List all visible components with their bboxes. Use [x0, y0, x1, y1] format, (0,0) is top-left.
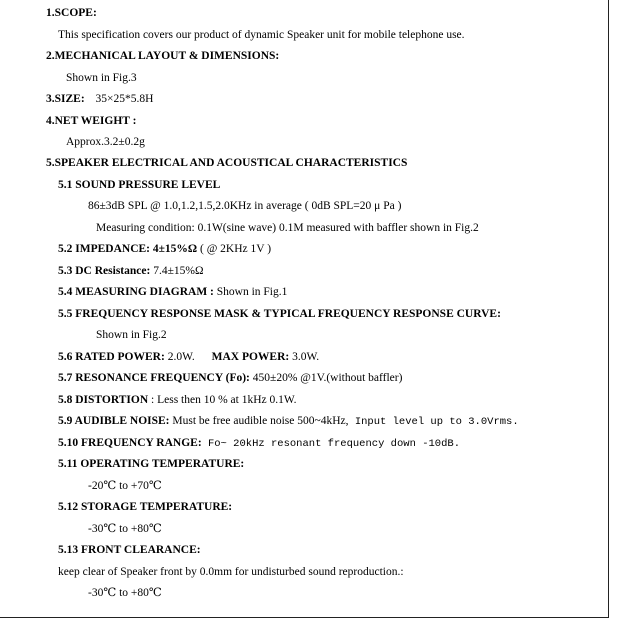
resonance-label: 5.7 RESONANCE FREQUENCY (Fo):	[58, 372, 250, 384]
size-label: 3.SIZE:	[46, 93, 85, 105]
max-power-label: MAX POWER:	[211, 351, 290, 363]
frequency-range-line	[58, 436, 460, 451]
weight-value: Approx.3.2±0.2g	[66, 136, 145, 148]
dc-resistance-label: 5.3 DC Resistance:	[58, 265, 151, 277]
front-clearance-text: keep clear of Speaker front by 0.0mm for undisturbed sound reproduction.:	[58, 566, 404, 578]
frequency-range-label: 5.10 FREQUENCY RANGE:	[58, 437, 202, 449]
mechanical-text: Shown in Fig.3	[66, 72, 137, 84]
audible-noise-line	[58, 414, 519, 429]
frequency-range-value: Fo~ 20kHz resonant frequency down -10dB.	[201, 438, 460, 450]
distortion-label: 5.8 DISTORTION	[58, 394, 149, 406]
characteristics-heading: 5.SPEAKER ELECTRICAL AND ACOUSTICAL CHARACTERISTICS	[46, 157, 408, 169]
page-border-bottom	[0, 617, 609, 618]
operating-temperature-heading: 5.11 OPERATING TEMPERATURE:	[58, 458, 245, 470]
impedance-value: ( @ 2KHz 1V )	[197, 243, 272, 255]
size-line	[46, 92, 153, 106]
dc-resistance-value: 7.4±15%Ω	[150, 265, 204, 277]
weight-heading: 4.NET WEIGHT :	[46, 115, 137, 127]
audible-noise-value: Must be free audible noise 500~4kHz,	[169, 415, 349, 427]
distortion-line	[58, 393, 297, 407]
size-value: 35×25*5.8H	[95, 93, 154, 105]
measuring-value: Shown in Fig.1	[213, 286, 288, 298]
scope-heading: 1.SCOPE:	[46, 7, 97, 19]
audible-noise-tail: Input level up to 3.0Vrms.	[348, 416, 519, 428]
rated-power-label: 5.6 RATED POWER:	[58, 351, 165, 363]
rated-power-value: 2.0W.	[164, 351, 195, 363]
power-line	[58, 350, 319, 364]
dc-resistance-line	[58, 264, 204, 278]
spl-line-1: 86±3dB SPL @ 1.0,1.2,1.5,2.0KHz in average ( 0dB SPL=20 μ Pa )	[88, 200, 402, 212]
front-clearance-value: -30℃ to +80℃	[88, 587, 162, 599]
measuring-label: 5.4 MEASURING DIAGRAM :	[58, 286, 214, 298]
spl-heading: 5.1 SOUND PRESSURE LEVEL	[58, 179, 221, 191]
max-power-value: 3.0W.	[289, 351, 320, 363]
audible-noise-label: 5.9 AUDIBLE NOISE:	[58, 415, 170, 427]
resonance-line	[58, 371, 402, 385]
scope-text: This specification covers our product of dynamic Speaker unit for mobile telephone use.	[58, 29, 465, 41]
spl-line-2: Measuring condition: 0.1W(sine wave) 0.1M measured with baffler shown in Fig.2	[96, 222, 479, 234]
frequency-mask-heading: 5.5 FREQUENCY RESPONSE MASK & TYPICAL FREQUENCY RESPONSE CURVE:	[58, 308, 501, 320]
storage-temperature-value: -30℃ to +80℃	[88, 523, 162, 535]
storage-temperature-heading: 5.12 STORAGE TEMPERATURE:	[58, 501, 233, 513]
impedance-label: 5.2 IMPEDANCE: 4±15%Ω	[58, 243, 198, 255]
measuring-line	[58, 285, 287, 299]
mechanical-heading: 2.MECHANICAL LAYOUT & DIMENSIONS:	[46, 50, 280, 62]
frequency-mask-value: Shown in Fig.2	[96, 329, 167, 341]
front-clearance-heading: 5.13 FRONT CLEARANCE:	[58, 544, 201, 556]
operating-temperature-value: -20℃ to +70℃	[88, 480, 162, 492]
page-border-right	[608, 0, 609, 618]
impedance-line	[58, 242, 271, 256]
distortion-value: : Less then 10 % at 1kHz 0.1W.	[148, 394, 297, 406]
resonance-value: 450±20% @1V.(without baffler)	[249, 372, 403, 384]
